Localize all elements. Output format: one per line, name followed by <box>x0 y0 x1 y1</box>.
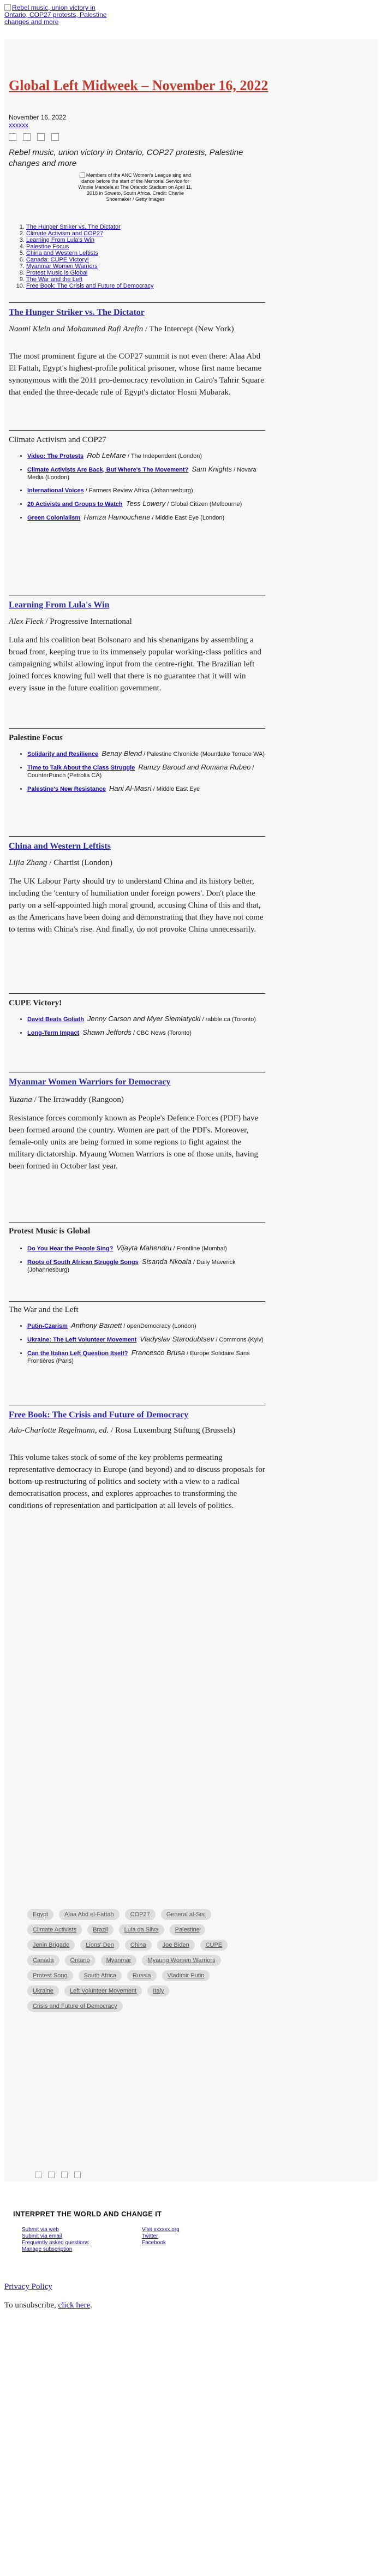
tag-link[interactable]: Russia <box>127 1970 157 1981</box>
tag-link[interactable]: Left Volunteer Movement <box>64 1985 142 1996</box>
article-link[interactable]: Ukraine: The Left Volunteer Movement <box>27 1337 137 1343</box>
link-source: / Commons (Kyiv) <box>214 1337 264 1343</box>
toc-item <box>26 224 266 230</box>
share-icon[interactable] <box>48 2172 55 2178</box>
article-link[interactable]: Do You Hear the People Sing? <box>27 1245 114 1252</box>
list-item <box>27 452 267 460</box>
section-title-war: The War and the Left <box>9 1305 79 1314</box>
link-source: / rabble.ca (Toronto) <box>200 1016 256 1023</box>
list-item <box>27 1258 267 1274</box>
banner-alt-text: Rebel music, union victory in Ontario, COP27 protests, Palestine changes and more <box>4 4 107 26</box>
divider <box>9 993 265 994</box>
list-item <box>27 1322 267 1330</box>
broken-image-icon <box>80 172 85 178</box>
link-source: / Middle East Eye (London) <box>150 515 225 521</box>
tag-link[interactable]: Crisis and Future of Democracy <box>27 2001 123 2012</box>
tag-link[interactable]: Myanmar <box>101 1955 137 1966</box>
toc-item <box>26 250 266 257</box>
link-author: Vijayta Mahendru <box>116 1244 172 1252</box>
link-source: / Frontline (Mumbai) <box>171 1245 227 1252</box>
share-icon[interactable] <box>51 133 59 141</box>
link-author: Vladyslav Starodubtsev <box>140 1335 214 1343</box>
article-body: Resistance forces commonly known as People's Defence Forces (PDF) have been formed around the country. Women are part of the PDFs. Moreover, female-only units are being formed in some regions to fight against the military dictatorship. Myaung Women Warriors is one of those units, having been formed in October last year. <box>9 1114 259 1171</box>
banner-image-link[interactable] <box>4 4 114 26</box>
section-title-free-book[interactable]: Free Book: The Crisis and Future of Democracy <box>9 1410 189 1420</box>
tag-link[interactable]: Ukraine <box>27 1985 59 1996</box>
article-outlet: / The Irrawaddy (Rangoon) <box>32 1095 124 1104</box>
footer-link-submit-email[interactable]: Submit via email <box>22 2233 62 2239</box>
footer-link-facebook[interactable]: Facebook <box>142 2240 166 2246</box>
article-link[interactable]: Long-Term Impact <box>27 1030 80 1036</box>
tag-link[interactable]: Egypt <box>27 1909 53 1920</box>
share-icon[interactable] <box>74 2172 81 2178</box>
footer-link-manage-subscription[interactable]: Manage subscription <box>22 2246 73 2252</box>
link-author: Sisanda Nkoala <box>141 1257 192 1266</box>
toc-item <box>26 263 266 270</box>
link-source: / Middle East Eye <box>151 786 200 792</box>
article-byline <box>9 1095 265 1105</box>
tag-link[interactable]: Joe Biden <box>157 1940 195 1951</box>
article-body: This volume takes stock of some of the key problems permeating representative democracy in Europe (and beyond) and to discuss proposals for bottom-up restructuring of politics and society with a view to a radical democratisation process, and explores approaches to transforming the conditions of representation and participation at all levels of politics. <box>9 1453 265 1510</box>
article-link[interactable]: International Voices <box>27 487 84 494</box>
toc-item <box>26 230 266 237</box>
link-list-music <box>9 1244 267 1279</box>
caption-text: Members of the ANC Women's League sing and dance before the start of the Memorial Service for Winnie Mandela at The Orlando Stadium on April 11, 2018 in Soweto, South Africa. Credit: Charlie Shoemaker / Getty Images <box>78 172 193 202</box>
link-source: / Palestine Chronicle (Mountlake Terrace WA) <box>142 751 265 758</box>
divider <box>9 302 265 303</box>
toc-link[interactable]: China and Western Leftists <box>26 250 98 257</box>
toc-link[interactable]: Free Book: The Crisis and Future of Democracy <box>26 283 154 289</box>
link-list-climate <box>9 452 267 527</box>
toc-link[interactable]: Protest Music is Global <box>26 270 88 276</box>
tag-link[interactable]: Lions' Den <box>80 1940 120 1951</box>
toc-link[interactable]: The Hunger Striker vs. The Dictator <box>26 224 121 230</box>
list-item <box>27 466 267 481</box>
author-link[interactable]: xxxxxx <box>9 121 28 129</box>
broken-image-icon <box>4 4 11 11</box>
link-author: Anthony Barnett <box>71 1321 122 1329</box>
section-title-china[interactable]: China and Western Leftists <box>9 842 111 851</box>
page-title[interactable]: Global Left Midweek – November 16, 2022 <box>9 77 268 93</box>
link-author: Ramzy Baroud and Romana Rubeo <box>138 763 251 771</box>
article-author: Lijia Zhang <box>9 858 47 867</box>
tag-link[interactable]: Alaa Abd el-Fattah <box>59 1909 120 1920</box>
divider <box>9 836 265 837</box>
article-link[interactable]: 20 Activists and Groups to Watch <box>27 501 123 508</box>
footer-title: INTERPRET THE WORLD AND CHANGE IT <box>13 2210 162 2218</box>
article-author: Ado-Charlotte Regelmann, ed. <box>9 1426 109 1435</box>
link-author: Jenny Carson and Myer Siemiatycki <box>87 1015 201 1023</box>
divider <box>9 728 265 729</box>
tag-link[interactable]: General al-Sisi <box>161 1909 211 1920</box>
section-title-myanmar[interactable]: Myanmar Women Warriors for Democracy <box>9 1077 171 1087</box>
section-title-climate: Climate Activism and COP27 <box>9 436 106 444</box>
share-icon[interactable] <box>61 2172 68 2178</box>
unsubscribe-text: To unsubscribe, <box>4 2301 58 2310</box>
divider <box>9 1301 265 1302</box>
article-outlet: / Chartist (London) <box>47 858 113 867</box>
link-source: / Global Citizen (Melbourne) <box>165 501 242 508</box>
toc-item <box>26 270 266 276</box>
toc-link[interactable]: Learning From Lula's Win <box>26 237 94 243</box>
footer-link-submit-web[interactable]: Submit via web <box>22 2227 59 2233</box>
article-byline <box>9 1426 265 1436</box>
link-author: Tess Lowery <box>126 499 166 508</box>
toc-link[interactable]: The War and the Left <box>26 276 82 283</box>
article-link[interactable]: Climate Activists Are Back, But Where's The Movement? <box>27 467 189 473</box>
link-source: / CBC News (Toronto) <box>131 1030 192 1036</box>
unsubscribe-link[interactable]: click here <box>58 2301 91 2310</box>
article-author: Alex Fleck <box>9 617 44 626</box>
link-source: / Europe Solidaire Sans Frontières (Paris) <box>27 1350 250 1364</box>
link-source: / Daily Maverick (Johannesburg) <box>27 1259 236 1273</box>
tag-link[interactable]: South Africa <box>79 1970 122 1981</box>
tag-link[interactable]: Myaung Women Warriors <box>142 1955 220 1966</box>
link-source: / Farmers Review Africa (Johannesburg) <box>83 487 193 494</box>
section-title-protest-music: Protest Music is Global <box>9 1227 91 1236</box>
article-body: Lula and his coalition beat Bolsonaro and his shenanigans by assembling a broad front, keeping true to its immensely popular working-class politics and campaigning whilst allowing input from the centre-right. The Brazilian left joined forces knowing full well that there is no guarantee that it will win every issue in the future coalition government. <box>9 636 261 693</box>
share-bar <box>9 133 59 141</box>
section-title-lula[interactable]: Learning From Lula's Win <box>9 600 110 610</box>
list-item <box>27 1015 267 1023</box>
link-author: Benay Blend <box>102 749 142 758</box>
list-item <box>27 764 267 779</box>
article-author: Yuzana <box>9 1095 32 1104</box>
article-link[interactable]: Roots of South African Struggle Songs <box>27 1259 139 1266</box>
list-item <box>27 1244 267 1253</box>
toc-link[interactable]: Climate Activism and COP27 <box>26 230 104 237</box>
link-author: Francesco Brusa <box>131 1349 185 1357</box>
link-list-war <box>9 1322 267 1370</box>
list-item <box>27 487 267 494</box>
section-title-hunger-striker[interactable]: The Hunger Striker vs. The Dictator <box>9 308 145 317</box>
footer-link-visit-site[interactable]: Visit xxxxxx.org <box>142 2227 180 2233</box>
link-author: Sam Knights <box>192 465 232 473</box>
tag-link[interactable]: Lula da Silva <box>119 1924 164 1935</box>
link-list-palestine <box>9 750 267 798</box>
newsletter-card <box>4 39 378 2181</box>
link-source: / Novara Media (London) <box>27 467 256 481</box>
toc-item <box>26 257 266 263</box>
article-outlet: / The Intercept (New York) <box>143 325 234 333</box>
article-link[interactable]: Green Colonialism <box>27 515 81 521</box>
share-icon[interactable] <box>9 133 16 141</box>
list-item <box>27 514 267 522</box>
toc-item <box>26 237 266 243</box>
link-author: Hani Al-Masri <box>109 784 152 792</box>
link-author: Shawn Jeffords <box>82 1028 132 1036</box>
footer-link-faq[interactable]: Frequently asked questions <box>22 2240 89 2246</box>
toc-link[interactable]: Canada: CUPE Victory! <box>26 257 89 263</box>
article-byline <box>9 858 265 868</box>
tag-link[interactable]: Palestine <box>170 1924 205 1935</box>
footer-empty-cell <box>142 2246 262 2253</box>
article-byline <box>9 324 265 335</box>
article-author: Naomi Klein and Mohammed Rafi Arefin <box>9 325 144 333</box>
article-outlet: / Progressive International <box>43 617 132 626</box>
tag-link[interactable]: Ontario <box>65 1955 96 1966</box>
unsubscribe-line <box>4 2301 92 2310</box>
list-item <box>27 1349 267 1365</box>
list-item <box>27 785 267 793</box>
toc-link[interactable]: Myanmar Women Warriors <box>26 263 98 270</box>
unsubscribe-suffix: . <box>90 2301 92 2310</box>
tag-link[interactable]: Jenin Brigade <box>27 1940 75 1951</box>
article-link[interactable]: Time to Talk About the Class Struggle <box>27 765 135 771</box>
section-title-cupe: CUPE Victory! <box>9 999 62 1007</box>
toc-item <box>26 243 266 250</box>
list-item <box>27 750 267 758</box>
article-outlet: / Rosa Luxemburg Stiftung (Brussels) <box>109 1426 236 1435</box>
article-link[interactable]: Solidarity and Resilience <box>27 751 99 758</box>
tag-link[interactable]: China <box>125 1940 152 1951</box>
link-author: Hamza Hamouchene <box>83 513 151 521</box>
tag-link[interactable]: Brazil <box>87 1924 114 1935</box>
link-source: / The Independent (London) <box>126 453 202 460</box>
divider <box>9 430 265 431</box>
link-list-cupe <box>9 1015 267 1042</box>
article-link[interactable]: Can the Italian Left Question Itself? <box>27 1350 128 1357</box>
toc-item <box>26 283 266 289</box>
tag-link[interactable]: Canada <box>27 1955 59 1966</box>
link-author: Rob LeMare <box>87 451 126 460</box>
table-of-contents <box>9 224 266 289</box>
article-body: The UK Labour Party should try to understand China and its history better, including the 'century of humiliation under foreign powers'. Don't place the party on a self-appointed high moral ground, accusing China of this and that, as the Americans have been doing and demonstrating that they have not come to terms with China's rise. And finally, do not provoke China unnecessarily. <box>9 877 264 934</box>
article-body: The most prominent figure at the COP27 summit is not even there: Alaa Abd El Fattah, Egypt's highest-profile political prisoner, whose first name became synonymous with the 2011 pro-democracy revolution in Cairo's Tahrir Square that ended the three-decade rule of Egypt's dictator Hosni Mubarak. <box>9 352 264 397</box>
article-link[interactable]: David Beats Goliath <box>27 1016 84 1023</box>
list-item <box>27 1029 267 1037</box>
article-link[interactable]: Putin-Czarism <box>27 1323 68 1329</box>
article-byline <box>9 617 265 627</box>
share-icon[interactable] <box>37 133 45 141</box>
footer-links <box>22 2227 262 2253</box>
link-source: / CounterPunch (Petrolia CA) <box>27 765 254 779</box>
tag-link[interactable]: CUPE <box>200 1940 228 1951</box>
tag-link[interactable]: Italy <box>147 1985 169 1996</box>
tag-link[interactable]: COP27 <box>125 1909 156 1920</box>
list-item <box>27 1335 267 1344</box>
share-icon[interactable] <box>35 2172 41 2178</box>
link-source: / openDemocracy (London) <box>122 1323 196 1329</box>
privacy-policy-link[interactable]: Privacy Policy <box>4 2282 52 2291</box>
footer-link-twitter[interactable]: Twitter <box>142 2233 158 2239</box>
lede: Rebel music, union victory in Ontario, COP27 protests, Palestine changes and more <box>9 148 243 168</box>
article-link[interactable]: Palestine's New Resistance <box>27 786 106 792</box>
list-item <box>27 500 267 508</box>
tag-link[interactable]: Vladimir Putin <box>162 1970 210 1981</box>
toc-link[interactable]: Palestine Focus <box>26 243 69 250</box>
section-title-palestine: Palestine Focus <box>9 734 63 742</box>
article-link[interactable]: Video: The Protests <box>27 453 84 460</box>
tag-link[interactable]: Climate Activists <box>27 1924 82 1935</box>
tag-link[interactable]: Protest Song <box>27 1970 73 1981</box>
share-icon[interactable] <box>23 133 31 141</box>
toc-item <box>26 276 266 283</box>
photo-caption <box>75 172 195 202</box>
share-bar-bottom <box>35 2172 81 2178</box>
tag-cloud <box>27 1909 246 2012</box>
publish-date: November 16, 2022 <box>9 114 67 121</box>
